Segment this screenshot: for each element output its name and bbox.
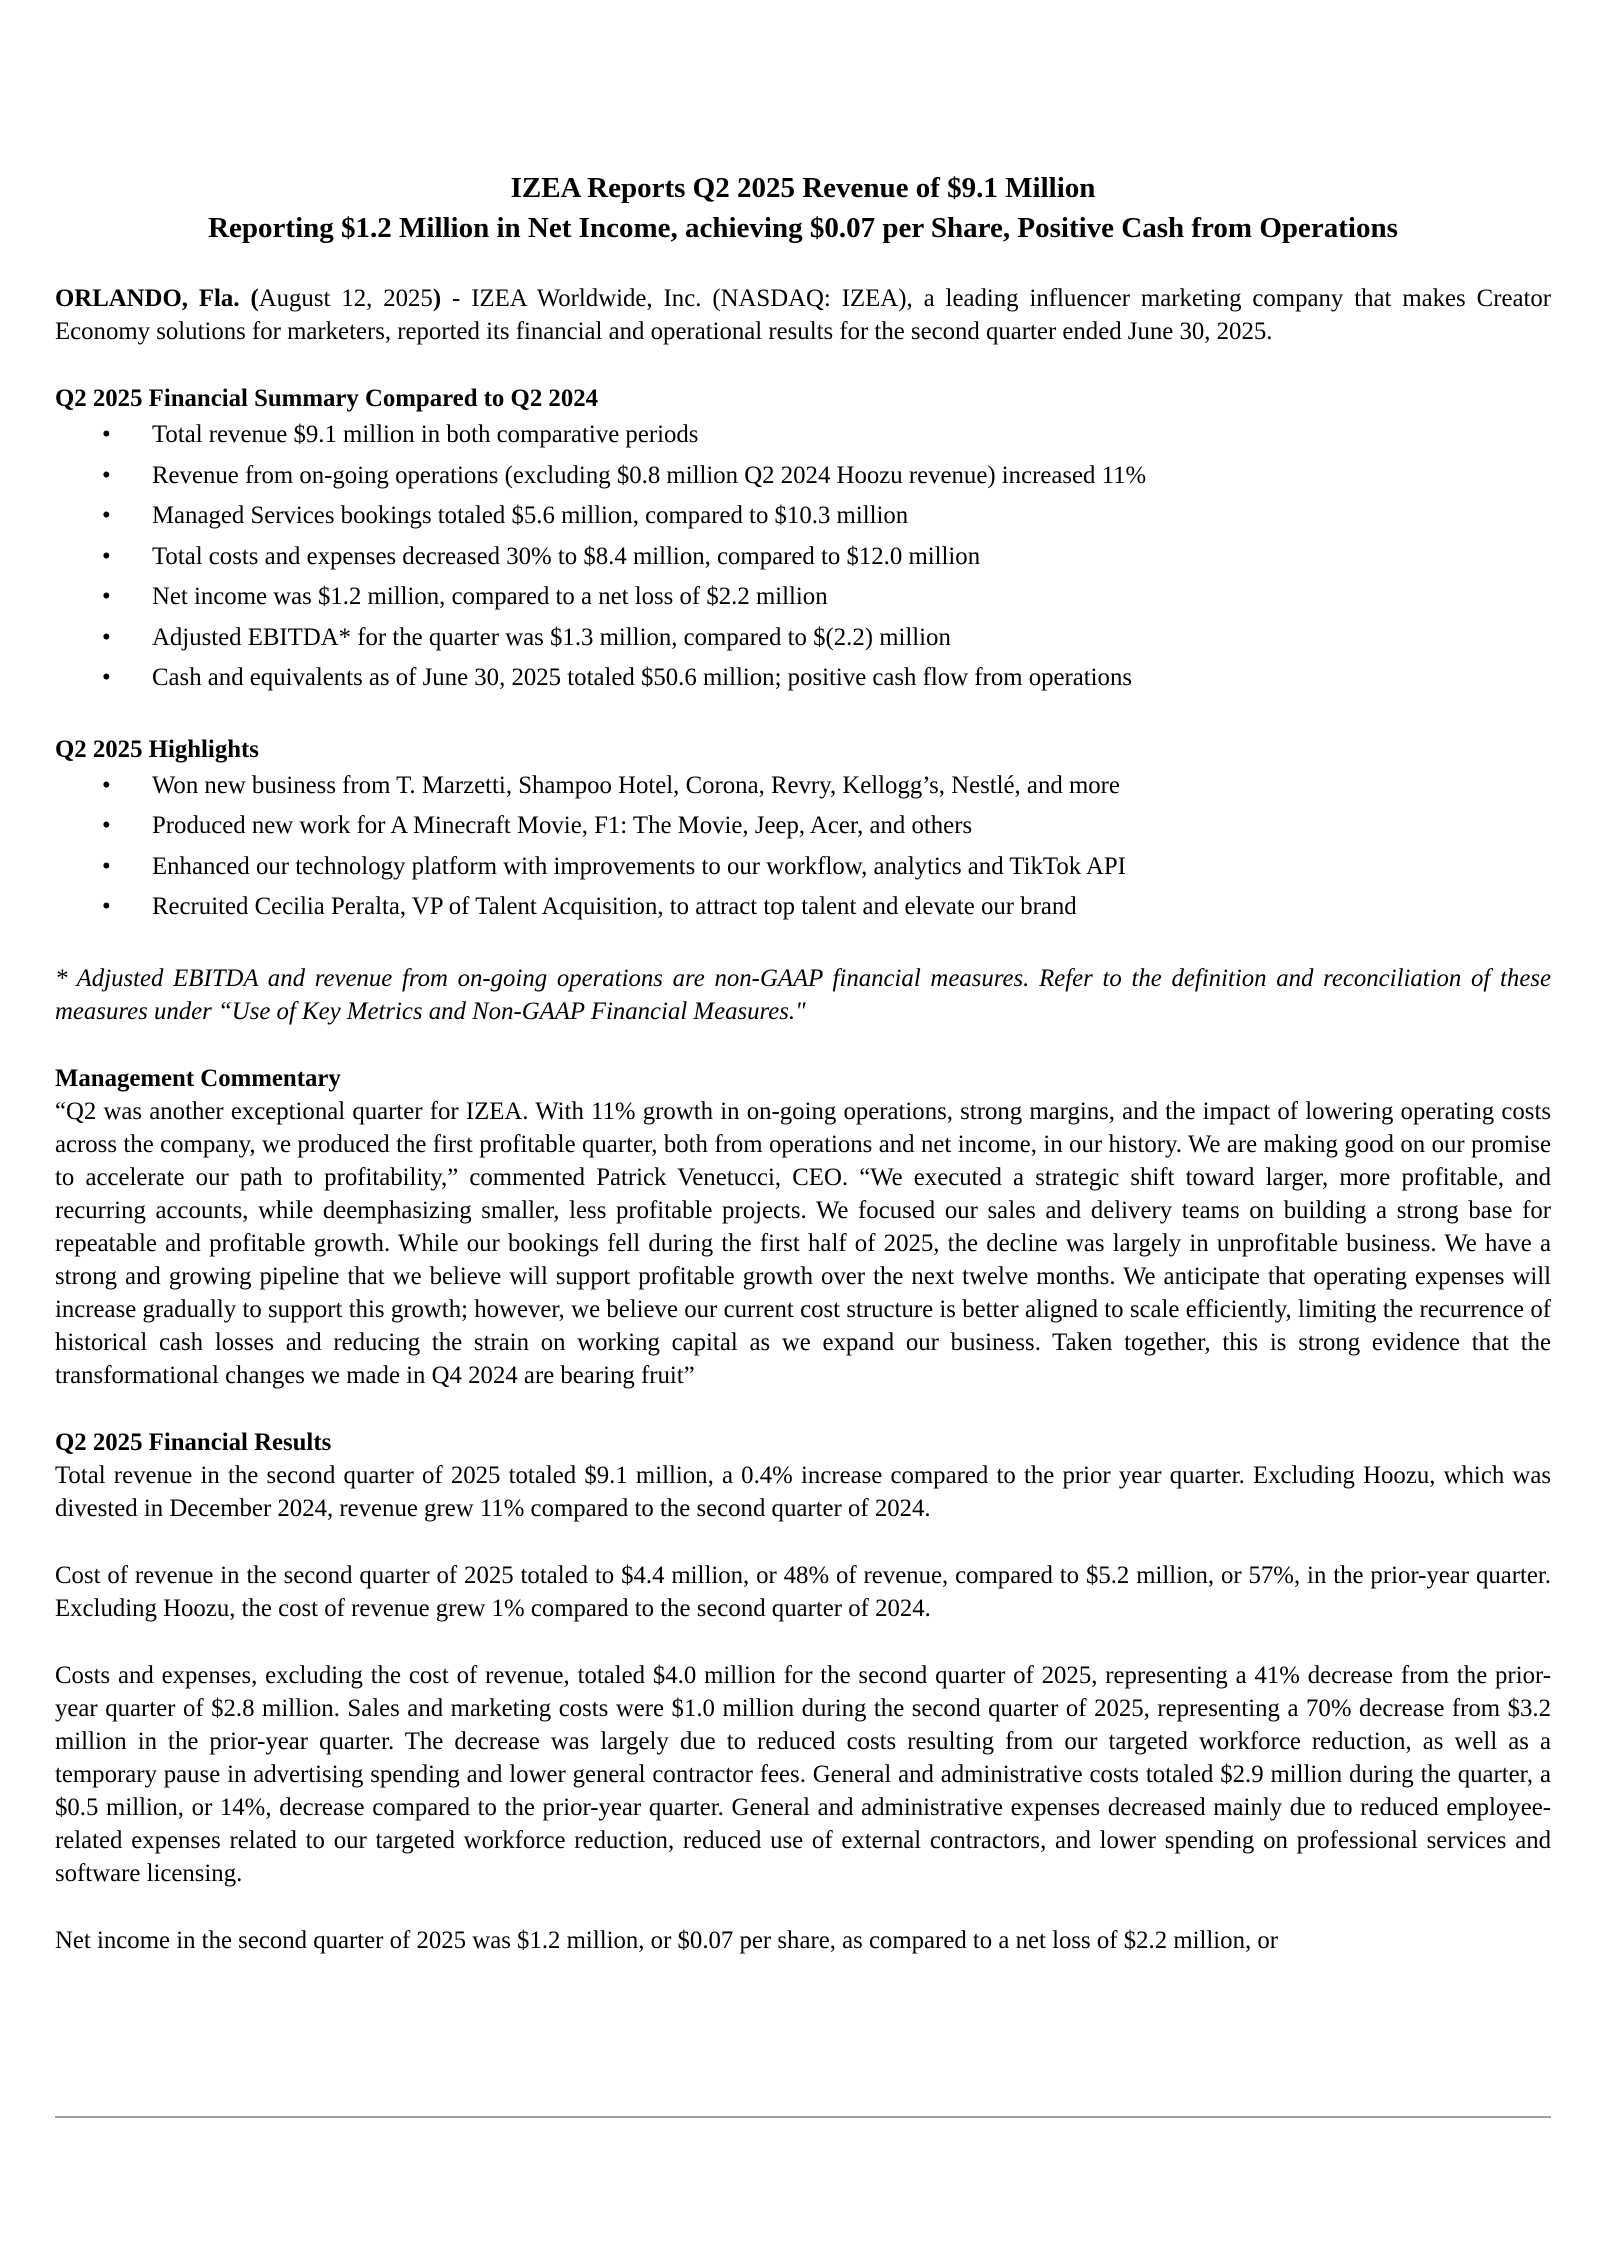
list-item: • Total revenue $9.1 million in both comparative periods (55, 415, 1551, 456)
bullet-icon: • (102, 461, 111, 489)
list-item: • Net income was $1.2 million, compared to a net loss of $2.2 million (55, 577, 1551, 618)
dateline-close: ) (432, 285, 442, 312)
management-commentary-text: “Q2 was another exceptional quarter for IZEA. With 11% growth in on-going operations, strong margins, and the impact of lowering operating costs across the company, we produced the first profitable quarter, both from operations and net income, in our history. We are making good on our promise to accelerate our path to profitability,” commented Patrick Venetucci, CEO. “We executed a strategic shift toward larger, more profitable, and recurring accounts, while deemphasizing smaller, less profitable projects. We focused our sales and delivery teams on building a strong base for repeatable and profitable growth. While our bookings fell during the first half of 2025, the decline was largely in unprofitable business. We have a strong and growing pipeline that we believe will support profitable growth over the next twelve months. We anticipate that operating expenses will increase gradually to support this growth; however, we believe our current cost structure is better aligned to scale efficiently, limiting the recurrence of historical cash losses and reducing the strain on working capital as we expand our business. Taken together, this is strong evidence that the transformational changes we made in Q4 2024 are bearing fruit” (55, 1097, 1551, 1389)
highlights-list (55, 766, 1551, 928)
list-item: • Revenue from on-going operations (excluding $0.8 million Q2 2024 Hoozu revenue) increased 11% (55, 456, 1551, 497)
dateline: ORLANDO, Fla. ( (55, 285, 259, 312)
list-item: • Enhanced our technology platform with improvements to our workflow, analytics and TikTok API (55, 847, 1551, 888)
bullet-icon: • (102, 812, 111, 839)
press-release-page (55, 168, 1551, 1957)
highlights-heading: Q2 2025 Highlights (55, 735, 259, 763)
bullet-icon: • (102, 623, 111, 651)
list-item: • Managed Services bookings totaled $5.6 million, compared to $10.3 million (55, 496, 1551, 537)
list-item: • Won new business from T. Marzetti, Shampoo Hotel, Corona, Revry, Kellogg’s, Nestlé, and more (55, 766, 1551, 807)
financial-results-heading: Q2 2025 Financial Results (55, 1428, 332, 1456)
management-commentary-heading: Management Commentary (55, 1064, 341, 1092)
intro-paragraph (55, 282, 1551, 348)
page-footer-rule (55, 2116, 1551, 2118)
subheadline: Reporting $1.2 Million in Net Income, achieving $0.07 per Share, Positive Cash from Operations (208, 212, 1398, 244)
list-item: • Cash and equivalents as of June 30, 2025 totaled $50.6 million; positive cash flow from operations (55, 658, 1551, 699)
bullet-icon: • (102, 771, 111, 799)
list-item: • Recruited Cecilia Peralta, VP of Talent Acquisition, to attract top talent and elevate our brand (55, 887, 1551, 928)
results-paragraph-net-income: Net income in the second quarter of 2025 was $1.2 million, or $0.07 per share, as compared to a net loss of $2.2 million, or (55, 1926, 1279, 1954)
results-paragraph-costs-expenses: Costs and expenses, excluding the cost of revenue, totaled $4.0 million for the second quarter of 2025, representing a 41% decrease from the prior-year quarter of $2.8 million. Sales and marketing costs were $1.0 million during the second quarter of 2025, representing a 70% decrease from $3.2 million in the prior-year quarter. The decrease was largely due to reduced costs resulting from our targeted workforce reduction, as well as a temporary pause in advertising spending and lower general contractor fees. General and administrative costs totaled $2.9 million during the quarter, a $0.5 million, or 14%, decrease compared to the prior-year quarter. General and administrative expenses decreased mainly due to reduced employee-related expenses related to our targeted workforce reduction, reduced use of external contractors, and lower spending on professional services and software licensing. (55, 1661, 1551, 1887)
bullet-icon: • (102, 893, 111, 920)
list-item: • Adjusted EBITDA* for the quarter was $1.3 million, compared to $(2.2) million (55, 618, 1551, 659)
bullet-icon: • (102, 502, 111, 529)
results-paragraph-revenue: Total revenue in the second quarter of 2025 totaled $9.1 million, a 0.4% increase compared to the prior year quarter. Excluding Hoozu, which was divested in December 2024, revenue grew 11% compared to the second quarter of 2024. (55, 1461, 1551, 1522)
bullet-icon: • (102, 421, 111, 448)
results-paragraph-cost-of-revenue: Cost of revenue in the second quarter of 2025 totaled to $4.4 million, or 48% of revenue, compared to $5.2 million, or 57%, in the prior-year quarter. Excluding Hoozu, the cost of revenue grew 1% compared to the second quarter of 2024. (55, 1561, 1551, 1622)
financial-summary-heading: Q2 2025 Financial Summary Compared to Q2 2024 (55, 385, 599, 412)
financial-summary-list (55, 415, 1551, 699)
bullet-icon: • (102, 542, 111, 570)
bullet-icon: • (102, 583, 111, 610)
list-item: • Total costs and expenses decreased 30% to $8.4 million, compared to $12.0 million (55, 537, 1551, 578)
bullet-icon: • (102, 852, 111, 880)
non-gaap-footnote: * Adjusted EBITDA and revenue from on-going operations are non-GAAP financial measures. Refer to the definition and reconciliation of these measures under “Use of Key Metrics and Non-GAAP Financial Measures." (55, 964, 1551, 1025)
list-item: • Produced new work for A Minecraft Movie, F1: The Movie, Jeep, Acer, and others (55, 806, 1551, 847)
release-date: August 12, 2025 (258, 285, 433, 312)
intro-text: - IZEA Worldwide, Inc. (NASDAQ: IZEA), a leading influencer marketing company that makes Creator Economy solutions for marketers, reported its financial and operational results for the second quarter ended June 30, 2025. (55, 285, 1552, 345)
bullet-icon: • (102, 664, 111, 691)
headline: IZEA Reports Q2 2025 Revenue of $9.1 Million (510, 172, 1096, 204)
